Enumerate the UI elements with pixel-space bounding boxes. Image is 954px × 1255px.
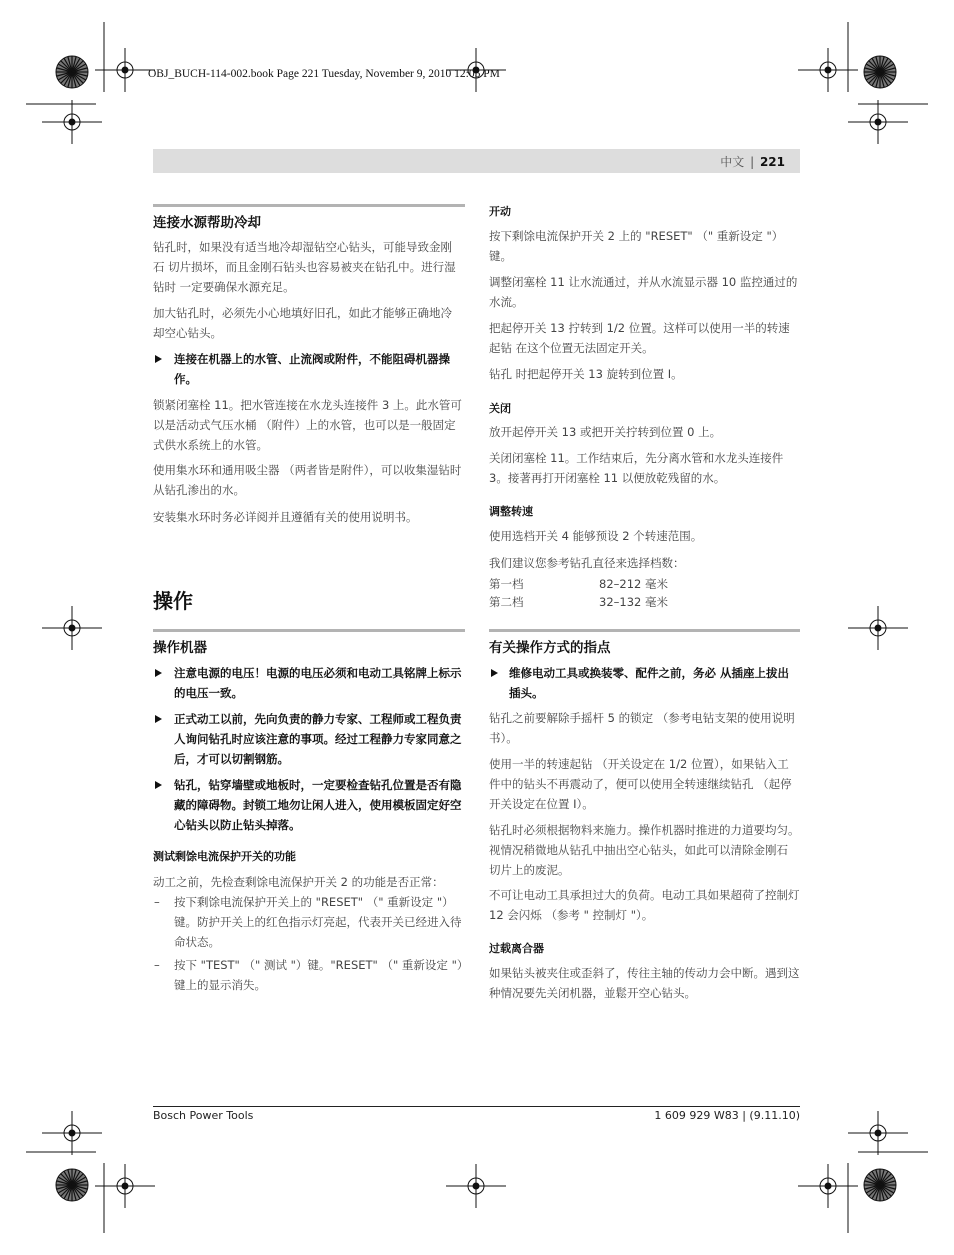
gear-row bbox=[489, 575, 800, 593]
warning-text: 维修电动工具或换装零、配件之前，务必 从插座上拔出插头。 bbox=[509, 666, 790, 700]
subsection-title-speed: 调整转速 bbox=[489, 505, 533, 518]
registration-rosette-icon bbox=[864, 1169, 896, 1201]
page-header-bar bbox=[153, 149, 800, 173]
gear-row bbox=[489, 593, 800, 611]
paragraph: 安装集水环时务必详阅并且遵循有关的使用说明书。 bbox=[153, 510, 418, 524]
paragraph: 调整闭塞栓 11 让水流通过，并从水流显示器 10 监控通过的水流。 bbox=[489, 275, 798, 309]
footer-rule bbox=[153, 1106, 800, 1107]
paragraph: 使用集水环和通用吸尘器 （两者皆是附件），可以收集湿钻时从钻孔渗出的水。 bbox=[153, 463, 462, 497]
section-title-water-cooling: 连接水源帮助冷却 bbox=[153, 215, 261, 231]
registration-target-icon bbox=[798, 1164, 858, 1208]
warning-text: 钻孔，钻穿墙壁或地板时，一定要检查钻孔位置是否有隐藏的障碍物。封锁工地勿让闲人进入，使用模板固定好空心钻头以防止钻头掉落。 bbox=[174, 778, 462, 832]
warning-text: 正式动工以前，先向负责的静力专家、工程师或工程负责人询问钻孔时应该注意的事项。经过工程静力专家同意之后，才可以切割钢筋。 bbox=[174, 712, 462, 766]
list-dash: – bbox=[154, 958, 160, 972]
paragraph: 锁紧闭塞栓 11。把水管连接在水龙头连接件 3 上。此水管可以是活动式气压水桶 （附件）上的水管，也可以是一般固定式供水系统上的水管。 bbox=[153, 398, 462, 452]
book-info-line: OBJ_BUCH-114-002.book Page 221 Tuesday, November 9, 2010 12:05 PM bbox=[148, 68, 500, 80]
registration-target-icon bbox=[42, 606, 102, 650]
list-item: 按下 "TEST" （" 测试 "）键。"RESET" （" 重新设定 "）键上的显示消失。 bbox=[174, 958, 463, 992]
registration-target-icon bbox=[42, 1111, 102, 1155]
paragraph: 我们建议您参考钻孔直径来选择档数： bbox=[489, 556, 685, 570]
gear-range: 82–212 毫米 bbox=[599, 577, 668, 591]
warning-arrow-icon bbox=[155, 715, 162, 723]
paragraph: 把起停开关 13 拧转到 1/2 位置。这样可以使用一半的转速起钻 在这个位置无法固定开关。 bbox=[489, 321, 790, 355]
section-title-operate-machine: 操作机器 bbox=[153, 640, 207, 656]
paragraph: 如果钻头被夹住或歪斜了，传往主轴的传动力会中断。遇到这种情况要先关闭机器，並鬆开空心钻头。 bbox=[489, 966, 800, 1000]
gear-name: 第一档 bbox=[489, 577, 524, 591]
registration-target-icon bbox=[848, 606, 908, 650]
registration-target-icon bbox=[798, 48, 858, 92]
subsection-title-overload-clutch: 过载离合器 bbox=[489, 942, 544, 955]
paragraph: 放开起停开关 13 或把开关拧转到位置 0 上。 bbox=[489, 425, 722, 439]
paragraph: 钻孔时，如果没有适当地冷却湿钻空心钻头，可能导致金刚石 切片损坏，而且金刚石钻头也容易被夹在钻孔中。进行湿钻时 一定要确保水源充足。 bbox=[153, 240, 456, 294]
registration-target-icon bbox=[446, 1164, 506, 1208]
section-rule bbox=[153, 629, 465, 632]
section-rule bbox=[153, 204, 465, 207]
subsection-title-start: 开动 bbox=[489, 205, 511, 218]
header-language: 中文 bbox=[720, 155, 745, 169]
registration-target-icon bbox=[42, 100, 102, 144]
warning-text: 注意电源的电压！电源的电压必须和电动工具铭牌上标示的电压一致。 bbox=[174, 666, 462, 700]
gear-name: 第二档 bbox=[489, 595, 524, 609]
chapter-title-operation: 操作 bbox=[153, 589, 193, 613]
registration-rosette-icon bbox=[864, 56, 896, 88]
registration-target-icon bbox=[848, 100, 908, 144]
footer-brand: Bosch Power Tools bbox=[153, 1109, 254, 1122]
page-number: 221 bbox=[759, 155, 785, 169]
warning-arrow-icon bbox=[491, 669, 498, 677]
section-title-operating-tips: 有关操作方式的指点 bbox=[489, 640, 611, 656]
registration-target-icon bbox=[848, 1111, 908, 1155]
subsection-title-rcd-test: 测试剩馀电流保护开关的功能 bbox=[153, 850, 296, 863]
paragraph: 按下剩馀电流保护开关 2 上的 "RESET" （" 重新设定 "）键。 bbox=[489, 229, 784, 263]
subsection-title-stop: 关闭 bbox=[489, 402, 511, 415]
warning-arrow-icon bbox=[155, 781, 162, 789]
warning-text: 连接在机器上的水管、止流阀或附件，不能阻碍机器操作。 bbox=[174, 352, 450, 386]
list-dash: – bbox=[154, 895, 160, 909]
footer-doc-number: 1 609 929 W83 | (9.11.10) bbox=[654, 1109, 800, 1122]
paragraph: 不可让电动工具承担过大的负荷。电动工具如果超荷了控制灯 12 会闪烁 （参考 " 控制灯 "）。 bbox=[489, 888, 800, 922]
paragraph: 关闭闭塞栓 11。工作结束后，先分离水管和水龙头连接件 3。接著再打开闭塞栓 11 以便放乾残留的水。 bbox=[489, 451, 784, 485]
warning-arrow-icon bbox=[155, 355, 162, 363]
registration-rosette-icon bbox=[56, 56, 88, 88]
paragraph: 使用一半的转速起钻 （开关设定在 1/2 位置），如果钻入工件中的钻头不再震动了，便可以使用全转速继续钻孔 （起停开关设定在位置 I）。 bbox=[489, 757, 792, 811]
warning-arrow-icon bbox=[155, 669, 162, 677]
gear-range: 32–132 毫米 bbox=[599, 595, 668, 609]
list-item: 按下剩馀电流保护开关上的 "RESET" （" 重新设定 "）键。防护开关上的红色指示灯亮起，代表开关已经进入待命状态。 bbox=[174, 895, 462, 949]
header-separator: | bbox=[750, 155, 755, 169]
paragraph: 钻孔时必须根据物料来施力。操作机器时推进的力道要均匀。视情况稍微地从钻孔中抽出空心钻头，如此可以清除金刚石 切片上的废泥。 bbox=[489, 823, 800, 877]
paragraph: 动工之前，先检查剩馀电流保护开关 2 的功能是否正常： bbox=[153, 875, 444, 889]
registration-rosette-icon bbox=[56, 1169, 88, 1201]
section-rule bbox=[489, 629, 800, 632]
paragraph: 钻孔之前要解除手摇杆 5 的锁定 （参考电钻支架的使用说明书）。 bbox=[489, 711, 795, 745]
page-header bbox=[720, 153, 785, 170]
paragraph: 使用选档开关 4 能够预设 2 个转速范围。 bbox=[489, 529, 703, 543]
paragraph: 钻孔 时把起停开关 13 旋转到位置 I。 bbox=[489, 367, 683, 381]
paragraph: 加大钻孔时，必须先小心地填好旧孔，如此才能够正确地冷却空心钻头。 bbox=[153, 306, 452, 340]
